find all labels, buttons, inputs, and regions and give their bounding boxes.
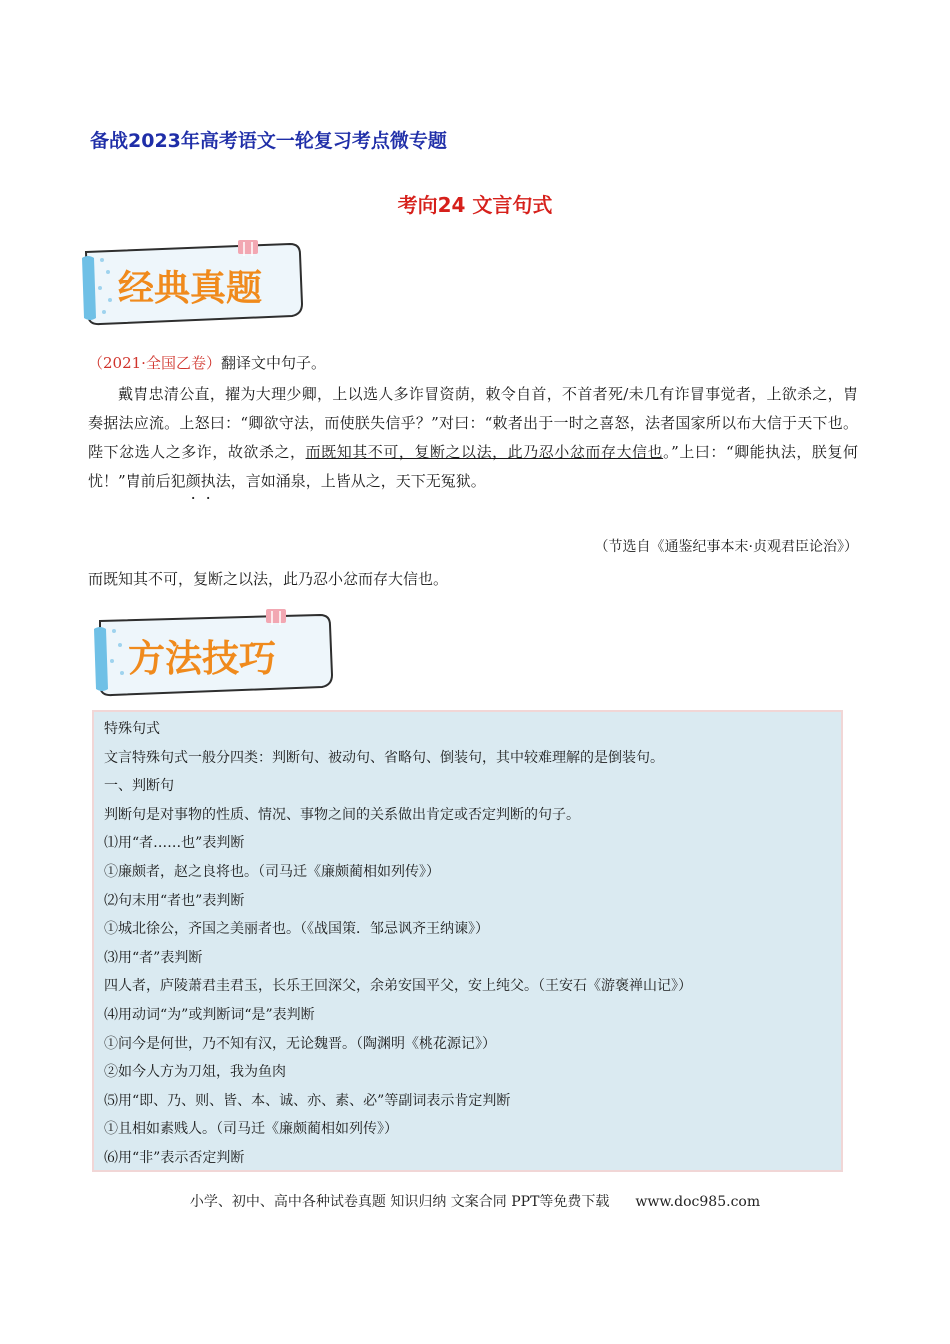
emphasis-char-2: 颜 [185,472,201,490]
method-line: ⑴用“者……也”表判断 [104,835,245,852]
passage-citation: （节选自《通鉴纪事本末·贞观君臣论治》） [594,539,858,555]
method-line: ⑸用“即、乃、则、皆、本、诚、亦、素、必”等副词表示肯定判断 [104,1092,511,1109]
method-box [92,710,843,1172]
series-title: 备战2023年高考语文一轮复习考点微专题 [90,130,447,152]
question-prompt: 翻译文中句子。 [220,354,326,372]
method-badge-text: 方法技巧 [128,637,276,680]
method-line: 四人者，庐陵萧君圭君玉，长乐王回深父，余弟安国平父，安上纯父。（王安石《游褒禅山记》） [104,978,692,995]
method-line: ⑹用“非”表示否定判断 [104,1149,245,1166]
method-line: ①且相如素贱人。（司马迁《廉颇蔺相如列传》） [104,1121,398,1138]
target-sentence: 而既知其不可，复断之以法，此乃忍小忿而存大信也。 [88,570,449,588]
paper-clip-icon [238,240,258,254]
method-line: ⑷用动词“为”或判断词“是”表判断 [104,1006,315,1023]
classic-badge-graphic [78,238,308,328]
footer-text: 小学、初中、高中各种试卷真题 知识归纳 文案合同 PPT等免费下载 [189,1194,610,1210]
paper-clip-icon [266,609,286,623]
passage-part-c: 执法，言如涌泉，上皆从之，天下无冤狱。 [200,472,486,490]
method-line: 文言特殊句式一般分四类：判断句、被动句、省略句、倒装句，其中较难理解的是倒装句。 [104,749,664,766]
method-line: ①问今是何世，乃不知有汉，无论魏晋。（陶渊明《桃花源记》） [104,1035,496,1052]
passage [88,380,858,496]
method-line: ①廉颇者，赵之良将也。（司马迁《廉颇蔺相如列传》） [104,863,440,880]
method-badge-graphic [90,607,340,699]
method-line: ①城北徐公，齐国之美丽者也。（《战国策．邹忌讽齐王纳谏》） [104,921,489,938]
footer-site-link[interactable]: www.doc985.com [635,1194,761,1210]
footer [0,1191,950,1211]
passage-part-b: 。”上曰：“卿能执法，朕复何忧！”胄前后 [88,443,858,490]
method-line: ⑵句末用“者也”表判断 [104,892,245,909]
passage-underlined: 而既知其不可，复断之以法，此乃忍小忿而存大信也 [305,443,664,461]
emphasis-char-1: 犯 [170,472,186,490]
method-line: 判断句是对事物的性质、情况、事物之间的关系做出肯定或否定判断的句子。 [104,806,580,823]
method-line: 一、判断句 [104,778,174,795]
method-line: ②如今人方为刀俎，我为鱼肉 [104,1064,286,1081]
question-source: （2021·全国乙卷） [88,354,221,372]
classic-badge-text: 经典真题 [118,268,263,309]
method-line: ⑶用“者”表判断 [104,949,203,966]
question-line [88,352,326,373]
passage-part-a: 戴胄忠清公直，擢为大理少卿，上以选人多诈冒资荫，敕令自首，不首者死/未几有诈冒事觉者，上欲杀之，胄奏据法应流。上怒曰：“卿欲守法，而使朕失信乎？”对曰：“敕者出于一时之喜怒，法者国家所以布大信于天下也。陛下忿选人之多诈，故欲杀之， [88,385,858,461]
topic-title: 考向24 文言句式 [397,193,553,217]
method-tips-badge [90,607,340,699]
method-line: 特殊句式 [104,721,160,737]
classic-questions-badge [78,238,308,328]
